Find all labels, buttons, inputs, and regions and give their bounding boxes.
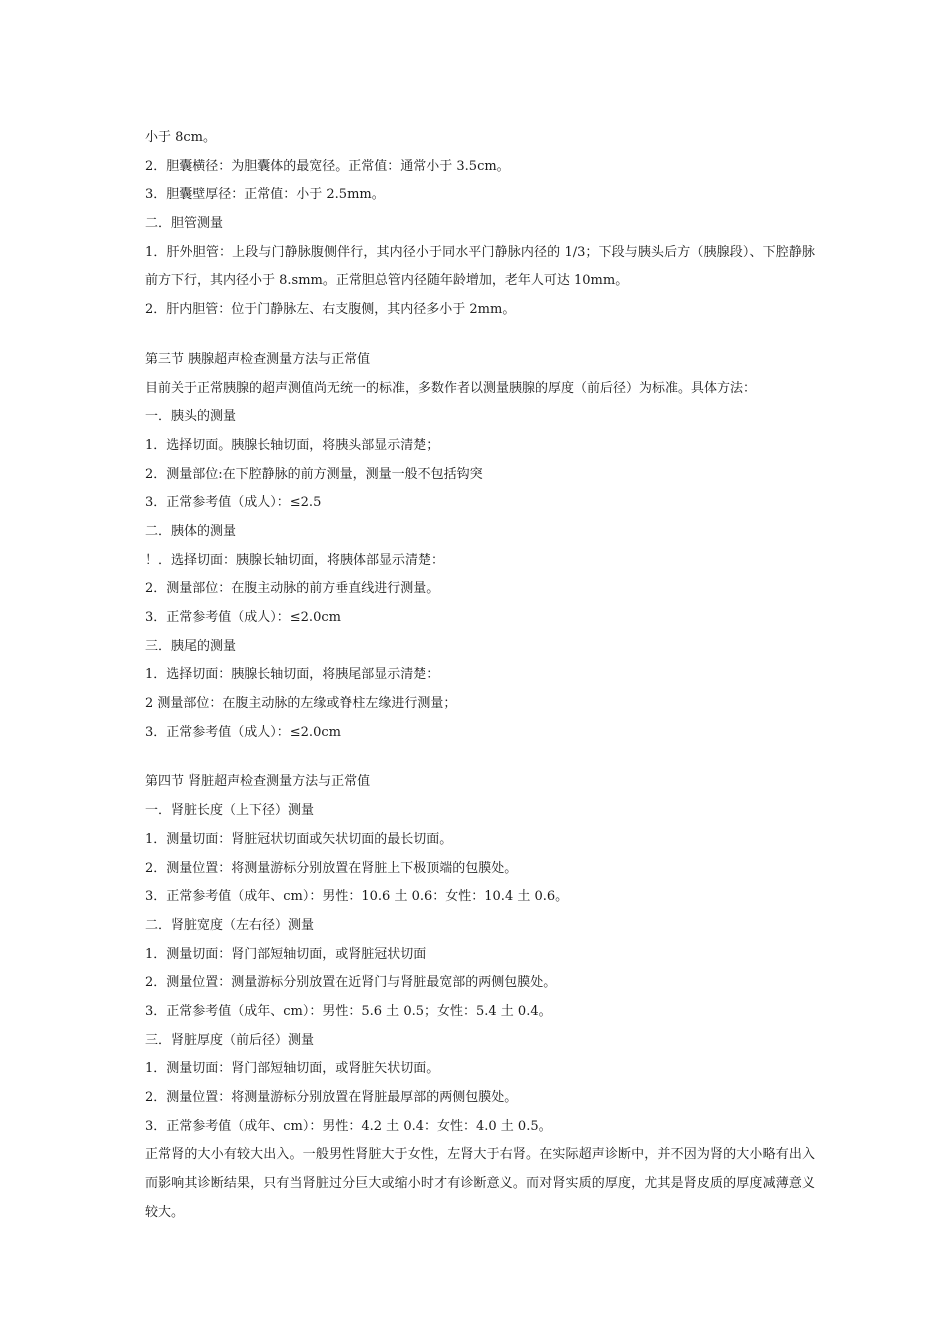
subheading: 三．肾脏厚度（前后径）测量 <box>145 1032 315 1048</box>
paragraph: 目前关于正常胰腺的超声测值尚无统一的标准，多数作者以测量胰腺的厚度（前后径）为标准。具体方法： <box>145 380 757 396</box>
document-body <box>145 124 815 1228</box>
section-kidney <box>145 768 815 1227</box>
paragraph: 小于 8cm。 <box>145 130 217 145</box>
subheading: 三．胰尾的测量 <box>145 638 237 654</box>
list-item: 2 测量部位：在腹主动脉的左缘或脊柱左缘进行测量； <box>145 696 457 712</box>
list-item: 1．测量切面：肾门部短轴切面，或肾脏冠状切面 <box>145 946 427 962</box>
list-item: 2．测量位置：将测量游标分别放置在肾脏上下极顶端的包膜处。 <box>145 860 518 876</box>
list-item: 3．正常参考值（成人）：≤2.5 <box>145 495 322 511</box>
list-item: 2．肝内胆管：位于门静脉左、右支腹侧，其内径多小于 2mm。 <box>145 302 516 318</box>
list-item: 2．测量位置：测量游标分别放置在近肾门与肾脏最宽部的两侧包膜处。 <box>145 975 557 991</box>
list-item: 2．测量部位：在腹主动脉的前方垂直线进行测量。 <box>145 581 440 597</box>
list-item: 3．正常参考值（成年、cm）：男性：4.2 土 0.4：女性：4.0 土 0.5。 <box>145 1118 552 1134</box>
list-item: 3．正常参考值（成人）：≤2.0cm <box>145 610 341 626</box>
subheading: 二．胆管测量 <box>145 216 224 232</box>
list-item: 3．胆囊壁厚径：正常值：小于 2.5mm。 <box>145 187 385 203</box>
list-item: 1．选择切面：胰腺长轴切面，将胰尾部显示清楚： <box>145 667 440 683</box>
list-item: 3．正常参考值（成年、cm）：男性：10.6 土 0.6：女性：10.4 土 0.6。 <box>145 889 569 905</box>
subheading: 二．胰体的测量 <box>145 523 237 539</box>
list-item: 1．选择切面。胰腺长轴切面，将胰头部显示清楚； <box>145 437 440 453</box>
subheading: 一．肾脏长度（上下径）测量 <box>145 803 315 819</box>
section-pancreas <box>145 346 815 748</box>
section-gallbladder-bile-duct <box>145 124 815 325</box>
paragraph: 正常肾的大小有较大出入。一般男性肾脏大于女性，左肾大于右肾。在实际超声诊断中，并不因为肾的大小略有出入而影响其诊断结果，只有当肾脏过分巨大或缩小时才有诊断意义。而对肾实质的厚度，尤其是肾皮质的厚度减薄意义较大。 <box>145 1147 815 1220</box>
list-item: 2．测量位置：将测量游标分别放置在肾脏最厚部的两侧包膜处。 <box>145 1090 518 1106</box>
list-item: 3．正常参考值（成人）：≤2.0cm <box>145 724 341 740</box>
list-item: 2．胆囊横径：为胆囊体的最宽径。正常值：通常小于 3.5cm。 <box>145 158 510 174</box>
section-heading: 第四节 肾脏超声检查测量方法与正常值 <box>145 774 371 790</box>
list-item: 1．肝外胆管：上段与门静脉腹侧伴行，其内径小于同水平门静脉内径的 1/3；下段与胰头后方（胰腺段）、下腔静脉前方下行，其内径小于 8.smm。正常胆总管内径随年龄增加，老年人可达 10mm。 <box>145 244 815 289</box>
list-item: 3．正常参考值（成年、cm）：男性：5.6 土 0.5；女性：5.4 土 0.4。 <box>145 1003 552 1019</box>
subheading: 一．胰头的测量 <box>145 409 237 425</box>
list-item: 1．测量切面：肾门部短轴切面，或肾脏矢状切面。 <box>145 1061 440 1077</box>
subheading: 二．肾脏宽度（左右径）测量 <box>145 917 315 933</box>
list-item: 1．测量切面：肾脏冠状切面或矢状切面的最长切面。 <box>145 831 453 847</box>
list-item: 2．测量部位:在下腔静脉的前方测量，测量一般不包括钩突 <box>145 466 483 482</box>
section-gap <box>145 747 815 768</box>
section-heading: 第三节 胰腺超声检查测量方法与正常值 <box>145 351 371 367</box>
section-gap <box>145 325 815 346</box>
list-item: ！．选择切面：胰腺长轴切面，将胰体部显示清楚： <box>145 552 445 568</box>
